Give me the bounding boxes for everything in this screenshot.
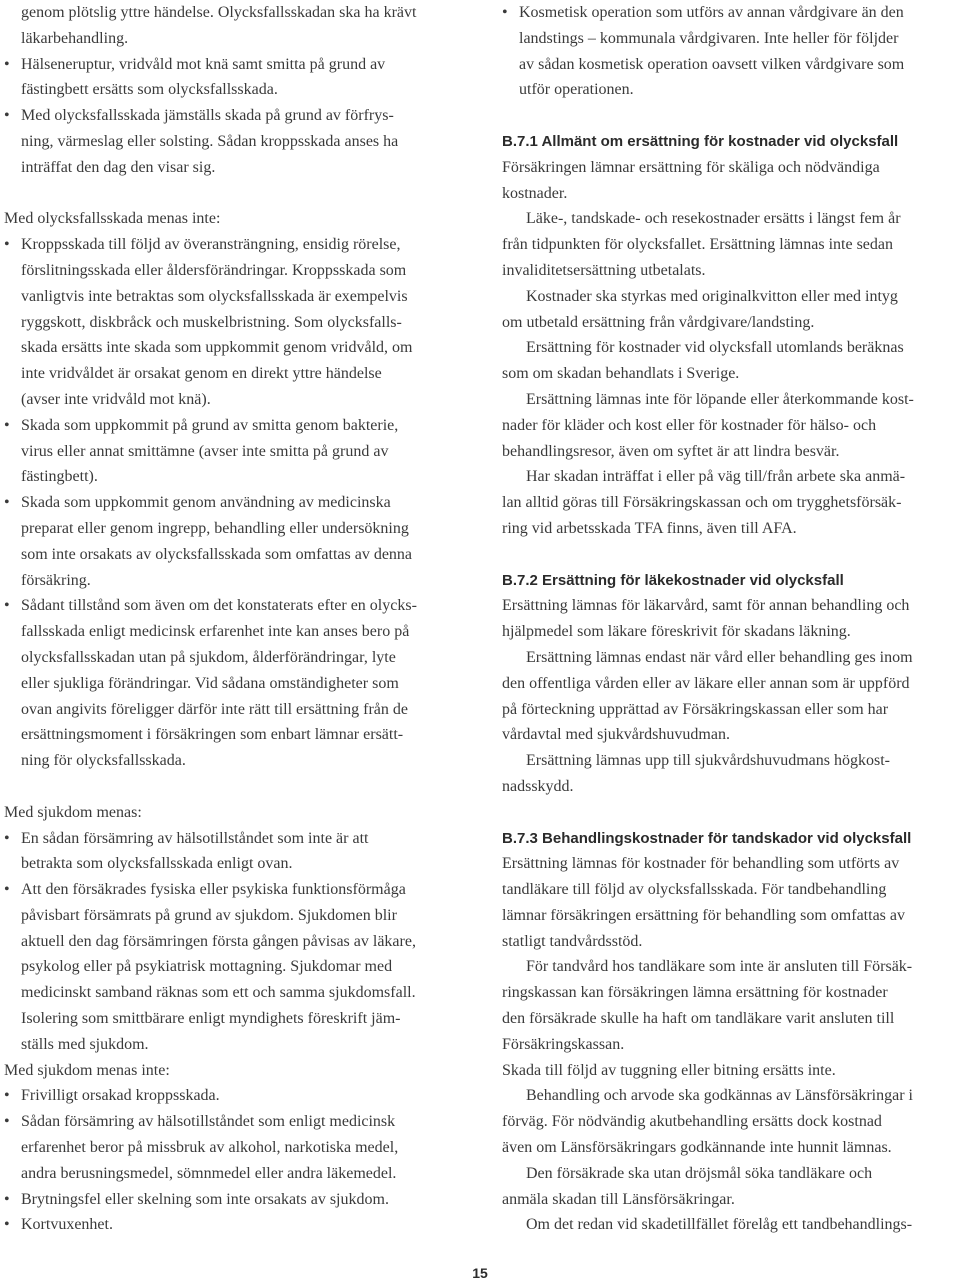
text-line: tandläkare till följd av olycksfallsskada. För tandbehandling [502,881,887,899]
text-line: Kostnader ska styrkas med originalkvitton eller med intyg [526,287,898,305]
text-line: vanligtvis inte betraktas som olycksfallsskada är exempelvis [21,287,408,305]
paragraph [502,851,960,954]
bullet-icon: • [4,1087,10,1105]
text-line: fästingbett ersätts som olycksfallsskada. [21,81,278,99]
text-line: som inte orsakats av olycksfallsskada som omfattas av denna [21,545,413,563]
text-line: skada ersätts inte skada som uppkommit genom vridvåld, om [21,339,413,357]
paragraph-heading: Med sjukdom menas inte: [4,1061,170,1079]
bullet-icon: • [502,4,508,21]
text-line: genom plötslig yttre händelse. Olycksfallsskadan ska ha krävt [21,4,417,21]
text-line: preparat eller genom ingrepp, behandling eller undersökning [21,519,409,537]
bullet-icon: • [4,829,10,847]
text-line: om utbetald ersättning från vårdgivare/landsting. [502,313,815,331]
text-line: fallsskada enligt medicinsk erfarenhet inte kan anses bero på [21,623,410,641]
text-line: Skada som uppkommit genom användning av medicinska [21,494,391,512]
text-line: Kroppsskada till följd av överansträngning, ensidig rörelse, [21,236,401,254]
bullet-item [4,52,466,104]
text-line: betrakta som olycksfallsskada enligt ovan. [21,855,293,873]
text-line: Frivilligt orsakad kroppsskada. [21,1087,220,1105]
text-line: av sådan kosmetisk operation oavsett vilken vårdgivare som [519,55,905,73]
text-line: förslitningsskada eller åldersförändringar. Kroppsskada som [21,261,407,279]
text-line: Ersättning lämnas endast när vård eller behandling ges inom [526,648,913,666]
paragraph [502,206,960,283]
text-line: den offentliga vården eller av läkare eller annan som är uppförd [502,674,910,692]
spacer [502,103,960,129]
text-line: Isolering som smittbärare enligt myndighets föreskrift jäm- [21,1010,401,1028]
bullet-icon: • [4,494,10,512]
text-line: aktuell den dag försämringen första gången påvisas av läkare, [21,932,416,950]
text-line: Med olycksfallsskada jämställs skada på grund av förfrys- [21,107,394,125]
section-heading: B.7.3 Behandlingskostnader för tandskador vid olycksfall [502,829,912,847]
bullet-item [4,593,466,774]
text-line: Brytningsfel eller skelning som inte orsakats av sjukdom. [21,1190,389,1208]
section-heading: B.7.1 Allmänt om ersättning för kostnader vid olycksfall [502,132,899,150]
text-line: Hälseneruptur, vridvåld mot knä samt smitta på grund av [21,55,386,73]
text-line: Den försäkrade ska utan dröjsmål söka tandläkare och [526,1164,873,1182]
text-line: För tandvård hos tandläkare som inte är ansluten till Försäk- [526,958,913,976]
text-line: (avser inte vridvåld mot knä). [21,390,211,408]
section-heading: B.7.2 Ersättning för läkekostnader vid olycksfall [502,571,844,589]
text-line: Om det redan vid skadetillfället förelåg ett tandbehandlings- [526,1216,913,1234]
text-line: från tidpunkten för olycksfallet. Ersättning lämnas inte sedan [502,236,893,254]
right-column [502,0,960,1238]
text-line: andra berusningsmedel, sömnmedel eller andra läkemedel. [21,1164,397,1182]
text-line: eller sjukliga förändringar. Vid sådana omständigheter som [21,674,399,692]
paragraph [502,1161,960,1213]
text-line: ringskassan kan försäkringen lämna ersättning för kostnader [502,984,888,1002]
text-line: vårdavtal med sjukvårdshuvudman. [502,726,730,744]
text-line: även om Länsförsäkringars godkännande inte hunnit lämnas. [502,1139,892,1157]
text-line: Försäkringen lämnar ersättning för skäliga och nödvändiga [502,158,880,176]
text-line: landstings – kommunala vårdgivaren. Inte heller för följder [519,29,899,47]
bullet-icon: • [4,1216,10,1234]
bullet-item [4,1109,466,1186]
left-column [4,0,466,1238]
text-line: lan alltid göras till Försäkringskassan och om trygghetsförsäk- [502,494,902,512]
paragraph [502,1212,960,1238]
text-line: Läke-, tandskade- och resekostnader ersätts i längst fem år [526,210,901,228]
text-line: Behandling och arvode ska godkännas av Länsförsäkringar i [526,1087,913,1105]
bullet-icon: • [4,416,10,434]
text-line: försäkring. [21,571,91,589]
paragraph [502,335,960,387]
text-line: virus eller annat smittämne (avser inte smitta på grund av [21,442,389,460]
bullet-icon: • [4,107,10,125]
text-line: Skada som uppkommit på grund av smitta genom bakterie, [21,416,399,434]
text-line: anmäla skadan till Länsförsäkringar. [502,1190,735,1208]
paragraph-heading: Med olycksfallsskada menas inte: [4,210,221,228]
text-line: nadsskydd. [502,777,574,795]
text-line: statligt tandvårdsstöd. [502,932,643,950]
text-line: som om skadan behandlats i Sverige. [502,365,740,383]
text-line: ersättningsmoment i försäkringen som enbart lämnar ersätt- [21,726,404,744]
paragraph [502,464,960,541]
paragraph [502,1083,960,1160]
page-number: 15 [472,1265,488,1281]
text-line: fästingbett). [21,468,98,486]
text-line: ovan angivits föreligger därför inte rätt till ersättning från de [21,700,408,718]
text-line: nader för kläder och kost eller för kostnader för hälso- och [502,416,877,434]
text-line: hjälpmedel som läkare föreskrivit för skadans läkning. [502,623,851,641]
spacer [502,542,960,568]
text-line: Ersättning lämnas inte för löpande eller återkommande kost- [526,390,914,408]
bullet-item [4,877,466,1058]
bullet-item [4,490,466,593]
bullet-item [502,0,960,103]
text-line: Sådan försämring av hälsotillståndet som enligt medicinsk [21,1113,396,1131]
bullet-item [4,1083,466,1109]
text-line: påvisbart försämrats på grund av sjukdom. Sjukdomen blir [21,906,397,924]
text-line: ning för olycksfallsskada. [21,752,186,770]
text-line: behandlingsresor, även om syftet är att lindra besvär. [502,442,840,460]
bullet-item [4,413,466,490]
text-line: Kosmetisk operation som utförs av annan vårdgivare än den [519,4,904,21]
text-line: läkarbehandling. [21,29,129,47]
text-line: Har skadan inträffat i eller på väg till/från arbete ska anmä- [526,468,906,486]
text-line: på förteckning upprättad av Försäkringskassan eller som har [502,700,889,718]
bullet-item [4,1212,466,1238]
spacer [4,774,466,800]
text-line: psykolog eller på psykiatrisk mottagning. Sjukdomar med [21,958,393,976]
text-line: Ersättning lämnas för kostnader för behandling som utförts av [502,855,900,873]
bullet-item [4,232,466,413]
text-line: Ersättning för kostnader vid olycksfall utomlands beräknas [526,339,904,357]
text-line: inte vridvåldet är orsakat genom en direkt yttre händelse [21,365,382,383]
text-line: utför operationen. [519,81,634,99]
paragraph [502,748,960,800]
bullet-continuation [4,0,466,52]
text-line: olycksfallsskadan utan på sjukdom, ålderförändringar, lyte [21,648,396,666]
paragraph [502,645,960,748]
text-line: Att den försäkrades fysiska eller psykiska funktionsförmåga [21,881,406,899]
text-line: inträffat den dag den visar sig. [21,158,216,176]
text-line: medicinskt samband räknas som ett och samma sjukdomsfall. [21,984,416,1002]
paragraph [502,1058,960,1084]
bullet-icon: • [4,236,10,254]
text-line: Ersättning lämnas för läkarvård, samt för annan behandling och [502,597,910,615]
paragraph [502,593,960,645]
bullet-icon: • [4,597,10,615]
spacer [502,800,960,826]
text-line: lämnar försäkringen ersättning för behandling som omfattas av [502,906,905,924]
text-line: Kortvuxenhet. [21,1216,113,1234]
text-line: invaliditetsersättning utbetalats. [502,261,706,279]
text-line: Skada till följd av tuggning eller bitning ersätts inte. [502,1061,836,1079]
text-line: ställs med sjukdom. [21,1035,149,1053]
text-line: erfarenhet beror på missbruk av alkohol, narkotiska medel, [21,1139,399,1157]
paragraph [502,954,960,1057]
text-line: ring vid arbetsskada TFA finns, även till AFA. [502,519,797,537]
bullet-item [4,103,466,180]
text-line: ryggskott, diskbråck och muskelbristning. Som olycksfalls- [21,313,402,331]
text-line: Ersättning lämnas upp till sjukvårdshuvudmans högkost- [526,752,890,770]
text-line: Sådant tillstånd som även om det konstaterats efter en olycks- [21,597,417,615]
bullet-item [4,1187,466,1213]
text-line: ning, värmeslag eller solsting. Sådan kroppsskada anses ha [21,132,399,150]
text-line: En sådan försämring av hälsotillståndet som inte är att [21,829,369,847]
text-line: förväg. För nödvändig akutbehandling ersätts dock kostnad [502,1113,882,1131]
paragraph [502,155,960,207]
text-line: den försäkrade skulle ha haft om tandläkare varit ansluten till [502,1010,895,1028]
paragraph-heading: Med sjukdom menas: [4,803,142,821]
text-line: Försäkringskassan. [502,1035,625,1053]
bullet-icon: • [4,1190,10,1208]
bullet-item [4,826,466,878]
text-line: kostnader. [502,184,568,202]
bullet-icon: • [4,1113,10,1131]
paragraph [502,387,960,464]
paragraph [502,284,960,336]
bullet-icon: • [4,881,10,899]
spacer [4,181,466,207]
bullet-icon: • [4,55,10,73]
